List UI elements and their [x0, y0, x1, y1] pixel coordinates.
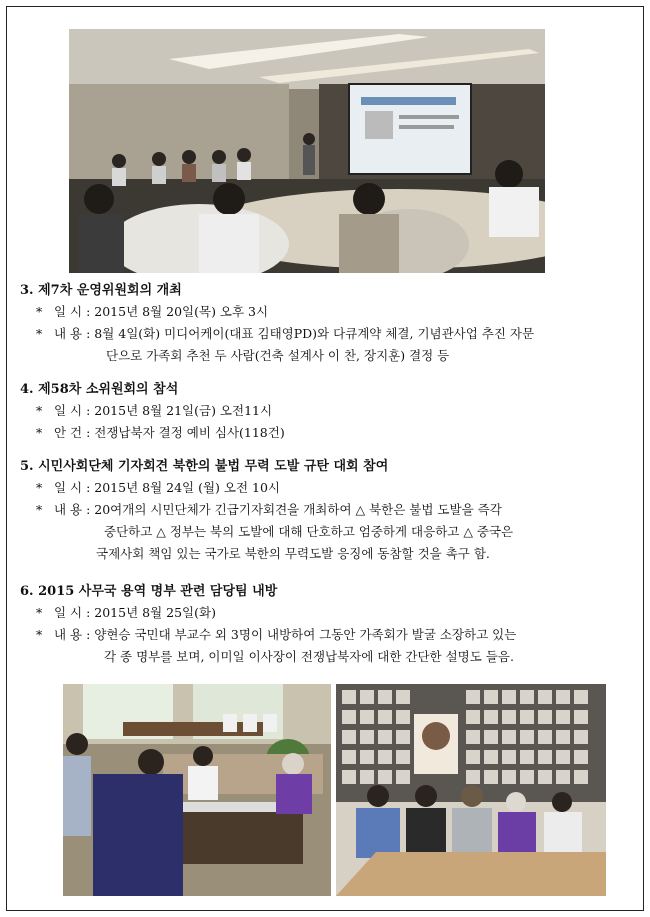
item-label: 내 용: [53, 502, 83, 517]
section-title: 6. 2015 사무국 용역 명부 관련 담당팀 내방: [20, 584, 278, 599]
bullet-mark: *: [36, 326, 43, 341]
meeting-room-photo: [69, 29, 545, 273]
bullet-mark: *: [36, 502, 43, 517]
section-title: 3. 제7차 운영위원회의 개최: [20, 283, 182, 298]
item-label: 안 건: [53, 425, 83, 440]
section-7th-steering-committee: [20, 281, 636, 367]
office-visit-photo: [63, 684, 331, 896]
item-agenda: * 안 건 : 전쟁납북자 결정 예비 심사(118건): [20, 422, 636, 444]
bullet-mark: *: [36, 627, 43, 642]
item-text: 2015년 8월 25일(화): [94, 605, 216, 620]
item-label: 내 용: [53, 326, 83, 341]
item-text: 2015년 8월 20일(목) 오후 3시: [94, 304, 269, 319]
item-date: * 일 시 : 2015년 8월 20일(목) 오후 3시: [20, 301, 636, 323]
bullet-mark: *: [36, 425, 43, 440]
item-text: 20여개의 시민단체가 긴급기자회견을 개최하여 △ 북한은 불법 도발을 즉각: [94, 502, 502, 517]
bullet-mark: *: [36, 480, 43, 495]
item-content: * 내 용 : 양현승 국민대 부교수 외 3명이 내방하여 그동안 가족회가 발굴 소장하고 있는: [20, 624, 636, 646]
item-label: 일 시: [53, 403, 83, 418]
item-content: * 내 용 : 20여개의 시민단체가 긴급기자회견을 개최하여 △ 북한은 불법 도발을 즉각: [20, 499, 636, 521]
section-press-conference: [20, 457, 636, 565]
item-continuation: 중단하고 △ 정부는 북의 도발에 대해 단호하고 엄중하게 대응하고 △ 중국은: [104, 524, 514, 539]
item-text: 전쟁납북자 결정 예비 심사(118건): [94, 425, 285, 440]
item-text: 8월 4일(화) 미디어케이(대표 김태영PD)와 다큐계약 체결, 기념관사업 추진 자문: [94, 326, 535, 341]
group-photo-wall: [336, 684, 606, 896]
item-label: 일 시: [53, 605, 83, 620]
item-label: 일 시: [53, 304, 83, 319]
section-roster-team-visit: [20, 582, 636, 668]
section-title: 5. 시민사회단체 기자회견 북한의 불법 무력 도발 규탄 대회 참여: [20, 459, 389, 474]
item-date: * 일 시 : 2015년 8월 25일(화): [20, 602, 636, 624]
item-date: * 일 시 : 2015년 8월 24일 (월) 오전 10시: [20, 477, 636, 499]
item-text: 2015년 8월 24일 (월) 오전 10시: [94, 480, 281, 495]
item-text: 2015년 8월 21일(금) 오전11시: [94, 403, 273, 418]
item-label: 내 용: [53, 627, 83, 642]
bullet-mark: *: [36, 605, 43, 620]
item-continuation: 단으로 가족회 추천 두 사람(건축 설계사 이 찬, 장지훈) 결정 등: [106, 348, 450, 363]
item-content: * 내 용 : 8월 4일(화) 미디어케이(대표 김태영PD)와 다큐계약 체결, 기념관사업 추진 자문: [20, 323, 636, 345]
item-date: * 일 시 : 2015년 8월 21일(금) 오전11시: [20, 400, 636, 422]
section-58th-subcommittee: [20, 380, 636, 444]
item-continuation: 국제사회 책임 있는 국가로 북한의 무력도발 응징에 동참할 것을 촉구 함.: [96, 546, 490, 561]
item-continuation: 각 종 명부를 보며, 이미일 이사장이 전쟁납북자에 대한 간단한 설명도 들음.: [104, 649, 514, 664]
bullet-mark: *: [36, 304, 43, 319]
bullet-mark: *: [36, 403, 43, 418]
item-label: 일 시: [53, 480, 83, 495]
section-title: 4. 제58차 소위원회의 참석: [20, 382, 179, 397]
item-text: 양현승 국민대 부교수 외 3명이 내방하여 그동안 가족회가 발굴 소장하고 있는: [94, 627, 517, 642]
